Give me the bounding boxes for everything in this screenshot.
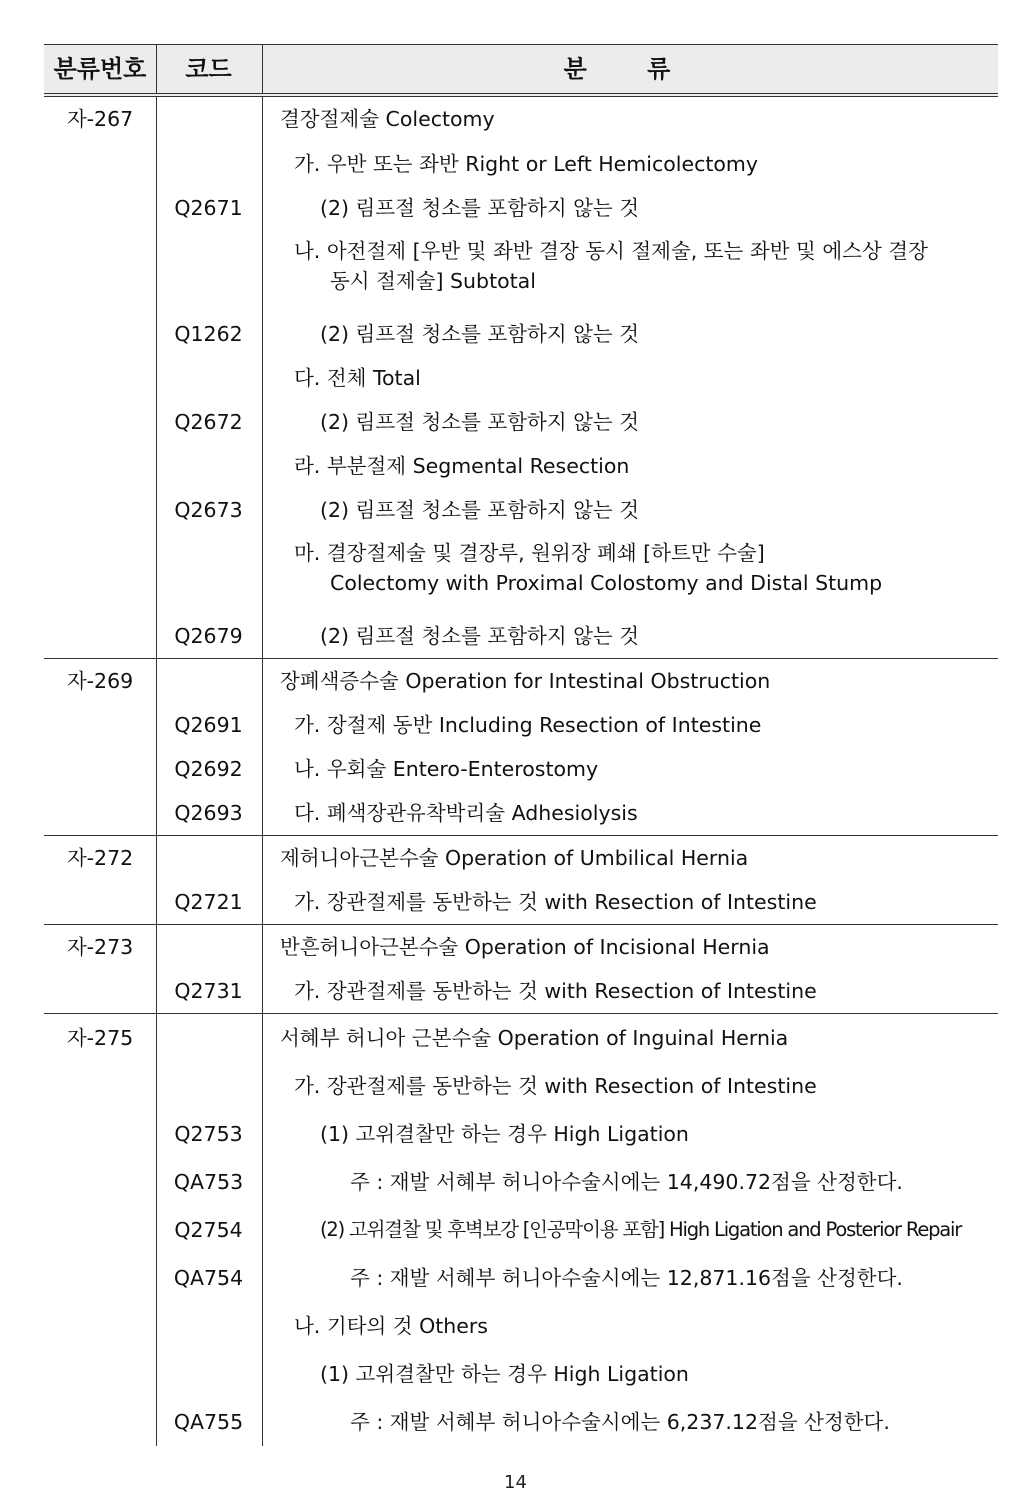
category-description: 서혜부 허니아 근본수술 Operation of Inguinal Hernia bbox=[280, 1026, 789, 1050]
table-row bbox=[44, 97, 998, 142]
code-cell: Q2721 bbox=[174, 890, 243, 914]
table-row bbox=[44, 356, 998, 400]
category-description: 가. 장관절제를 동반하는 것 with Resection of Intestine bbox=[294, 979, 817, 1003]
classification-table bbox=[44, 44, 998, 1446]
category-description: (2) 고위결찰 및 후벽보강 [인공막이용 포함] High Ligation and Posterior Repair bbox=[320, 1218, 962, 1241]
code-cell: Q2692 bbox=[174, 757, 243, 781]
table-row bbox=[44, 1302, 998, 1350]
category-description: (2) 림프절 청소를 포함하지 않는 것 bbox=[320, 322, 640, 346]
classification-number: 자-273 bbox=[66, 935, 134, 959]
category-description: 가. 장관절제를 동반하는 것 with Resection of Intestine bbox=[294, 1074, 817, 1098]
category-description: 가. 우반 또는 좌반 Right or Left Hemicolectomy bbox=[294, 152, 759, 176]
category-description: 가. 장절제 동반 Including Resection of Intestine bbox=[294, 713, 762, 737]
classification-number: 자-272 bbox=[66, 846, 134, 870]
category-description: 나. 우회술 Entero-Enterostomy bbox=[294, 757, 599, 781]
category-description: 가. 장관절제를 동반하는 것 with Resection of Intestine bbox=[294, 890, 817, 914]
category-description: (2) 림프절 청소를 포함하지 않는 것 bbox=[320, 410, 640, 434]
code-cell: Q1262 bbox=[174, 322, 243, 346]
table-row bbox=[44, 703, 998, 747]
category-description: 나. 기타의 것 Others bbox=[294, 1314, 488, 1338]
table-row bbox=[44, 142, 998, 186]
category-description: 주 : 재발 서혜부 허니아수술시에는 14,490.72점을 산정한다. bbox=[350, 1170, 903, 1194]
column-divider bbox=[262, 45, 263, 93]
page-number: 14 bbox=[504, 1472, 527, 1493]
table-row bbox=[44, 532, 998, 614]
table-row bbox=[44, 791, 998, 835]
column-divider bbox=[156, 97, 157, 658]
table-body bbox=[44, 97, 998, 1446]
category-description: 장폐색증수술 Operation for Intestinal Obstruction bbox=[280, 669, 771, 693]
category-description: (2) 림프절 청소를 포함하지 않는 것 bbox=[320, 624, 640, 648]
column-divider bbox=[156, 836, 157, 924]
code-cell: Q2693 bbox=[174, 801, 243, 825]
code-cell: Q2754 bbox=[174, 1218, 243, 1242]
code-cell: QA754 bbox=[173, 1266, 244, 1290]
code-cell: Q2753 bbox=[174, 1122, 243, 1146]
column-divider bbox=[262, 925, 263, 1013]
classification-number: 자-269 bbox=[66, 669, 134, 693]
table-row bbox=[44, 969, 998, 1013]
category-description: 반흔허니아근본수술 Operation of Incisional Hernia bbox=[280, 935, 770, 959]
description-line: 나. 아전절제 [우반 및 좌반 결장 동시 절제술, 또는 좌반 및 에스상 결장 bbox=[294, 239, 928, 263]
table-row bbox=[44, 747, 998, 791]
category-description bbox=[262, 532, 998, 598]
table-row bbox=[44, 614, 998, 658]
table-row bbox=[44, 1062, 998, 1110]
column-divider bbox=[262, 1014, 263, 1446]
table-row bbox=[44, 488, 998, 532]
code-cell: Q2672 bbox=[174, 410, 243, 434]
category-description: 다. 폐색장관유착박리술 Adhesiolysis bbox=[294, 801, 638, 825]
category-description: (2) 림프절 청소를 포함하지 않는 것 bbox=[320, 498, 640, 522]
table-row bbox=[44, 925, 998, 969]
table-group bbox=[44, 1014, 998, 1446]
table-row bbox=[44, 836, 998, 880]
column-divider bbox=[156, 659, 157, 835]
header-code: 코드 bbox=[185, 55, 232, 83]
table-row bbox=[44, 1158, 998, 1206]
table-row bbox=[44, 186, 998, 230]
code-cell: Q2691 bbox=[174, 713, 243, 737]
code-cell: QA755 bbox=[173, 1410, 244, 1434]
description-continuation: 동시 절제술] Subtotal bbox=[330, 269, 536, 293]
category-description: 제허니아근본수술 Operation of Umbilical Hernia bbox=[280, 846, 749, 870]
classification-number: 자-275 bbox=[66, 1026, 134, 1050]
table-group bbox=[44, 97, 998, 659]
category-description: (2) 림프절 청소를 포함하지 않는 것 bbox=[320, 196, 640, 220]
table-row bbox=[44, 1014, 998, 1062]
category-description: (1) 고위결찰만 하는 경우 High Ligation bbox=[320, 1362, 689, 1386]
table-row bbox=[44, 1254, 998, 1302]
table-group bbox=[44, 659, 998, 836]
header-category: 분 류 bbox=[563, 55, 697, 83]
table-row bbox=[44, 230, 998, 312]
category-description: 주 : 재발 서혜부 허니아수술시에는 12,871.16점을 산정한다. bbox=[350, 1266, 903, 1290]
category-description: 주 : 재발 서혜부 허니아수술시에는 6,237.12점을 산정한다. bbox=[350, 1410, 890, 1434]
column-divider bbox=[262, 659, 263, 835]
table-row bbox=[44, 312, 998, 356]
description-line: 마. 결장절제술 및 결장루, 원위장 폐쇄 [하트만 수술] bbox=[294, 541, 765, 565]
table-row bbox=[44, 1206, 998, 1254]
table-row bbox=[44, 659, 998, 703]
classification-number: 자-267 bbox=[66, 107, 134, 131]
column-divider bbox=[262, 836, 263, 924]
category-description bbox=[262, 230, 998, 296]
header-classification-number: 분류번호 bbox=[53, 55, 147, 83]
code-cell: Q2673 bbox=[174, 498, 243, 522]
category-description: (1) 고위결찰만 하는 경우 High Ligation bbox=[320, 1122, 689, 1146]
code-cell: Q2679 bbox=[174, 624, 243, 648]
column-divider bbox=[156, 925, 157, 1013]
table-header bbox=[44, 45, 998, 97]
table-row bbox=[44, 444, 998, 488]
table-row bbox=[44, 1398, 998, 1446]
table-group bbox=[44, 925, 998, 1014]
category-description: 다. 전체 Total bbox=[294, 366, 421, 390]
column-divider bbox=[156, 1014, 157, 1446]
code-cell: QA753 bbox=[173, 1170, 244, 1194]
category-description: 라. 부분절제 Segmental Resection bbox=[294, 454, 630, 478]
column-divider bbox=[262, 97, 263, 658]
description-continuation: Colectomy with Proximal Colostomy and Distal Stump bbox=[330, 571, 883, 595]
code-cell: Q2731 bbox=[174, 979, 243, 1003]
table-row bbox=[44, 400, 998, 444]
table-row bbox=[44, 1110, 998, 1158]
table-row bbox=[44, 1350, 998, 1398]
column-divider bbox=[156, 45, 157, 93]
table-row bbox=[44, 880, 998, 924]
code-cell: Q2671 bbox=[174, 196, 243, 220]
category-description: 결장절제술 Colectomy bbox=[280, 107, 495, 131]
table-group bbox=[44, 836, 998, 925]
